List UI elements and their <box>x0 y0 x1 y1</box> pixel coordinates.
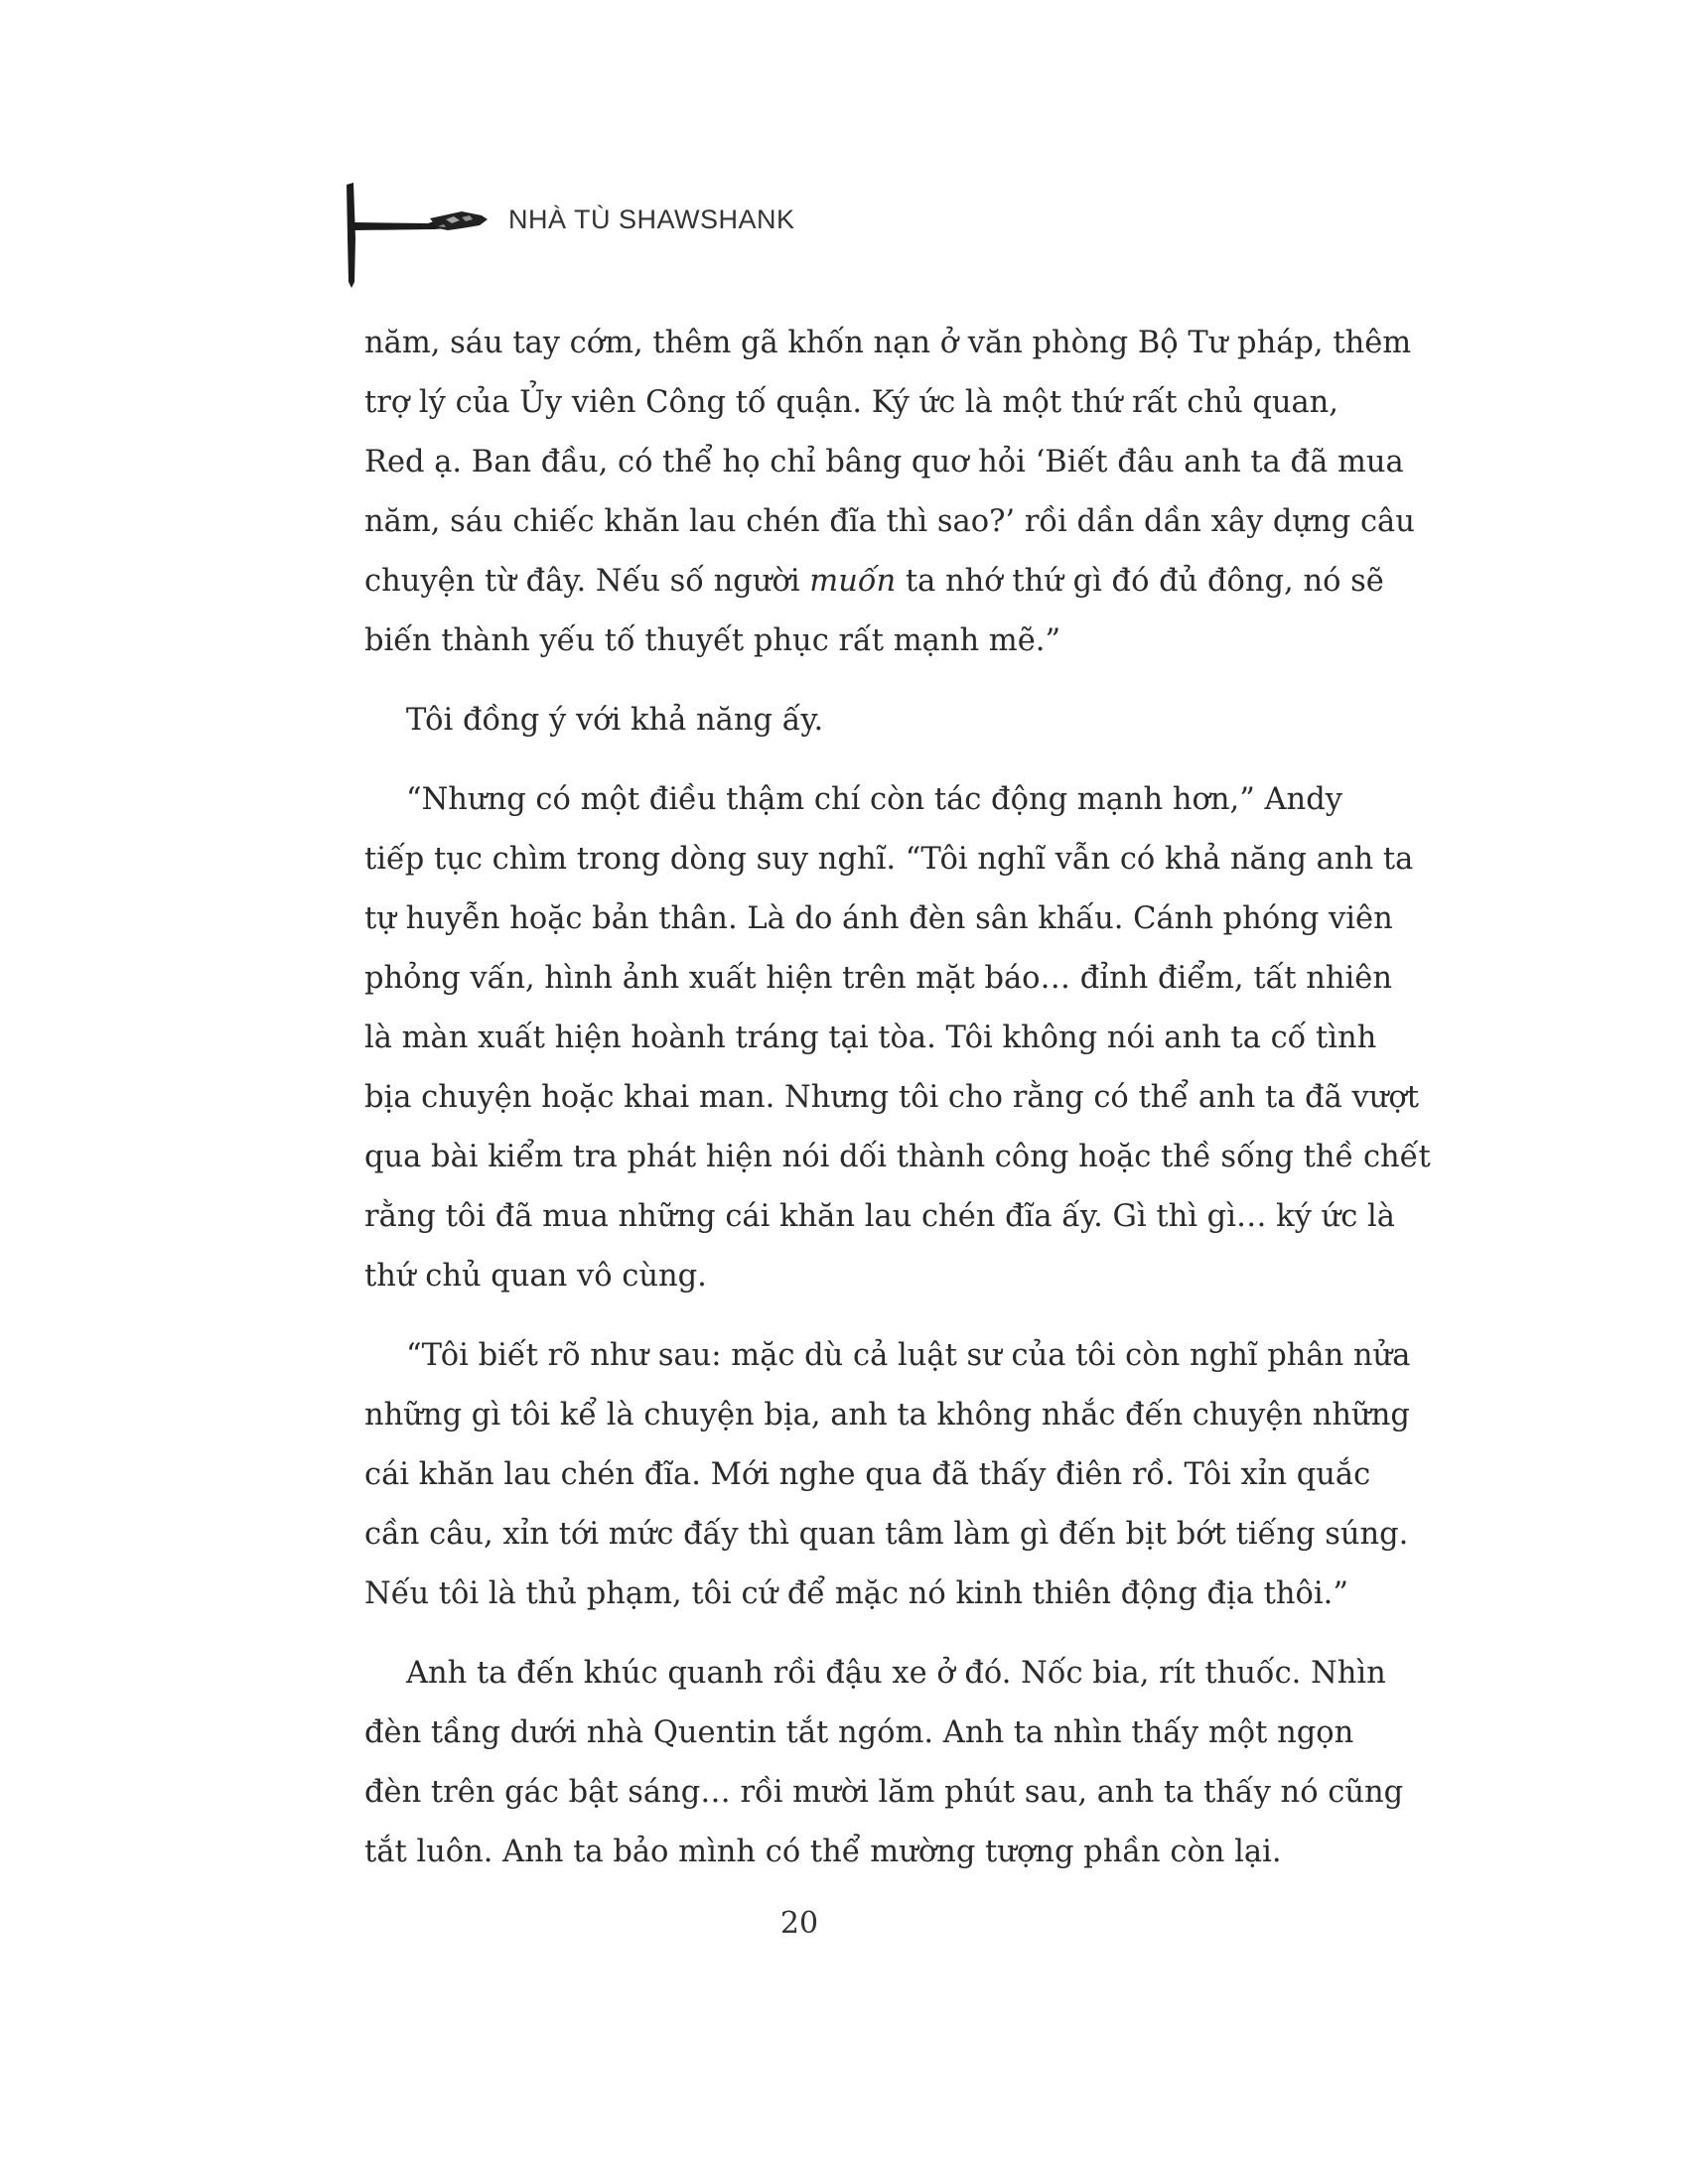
text-run: ta nhớ thứ gì đó đủ đông, nó sẽ <box>896 564 1384 599</box>
text-line: Anh ta đến khúc quanh rồi đậu xe ở đó. Nốc bia, rít thuốc. Nhìn <box>406 1656 1386 1691</box>
text-run: chuyện từ đây. Nếu số người <box>364 564 810 599</box>
paragraph <box>364 770 1431 1306</box>
text-line <box>364 552 1384 612</box>
hammer-logo-icon <box>343 179 492 298</box>
body-text <box>364 314 1431 1902</box>
running-header-title: NHÀ TÙ SHAWSHANK <box>508 205 795 234</box>
running-header <box>343 179 938 298</box>
paragraph <box>364 1326 1411 1624</box>
paragraph <box>364 691 1300 751</box>
paragraph <box>364 314 1415 671</box>
paragraph <box>364 1644 1404 1882</box>
text-line: bịa chuyện hoặc khai man. Nhưng tôi cho rằng có thể anh ta đã vượt <box>364 1080 1420 1115</box>
text-line: Nếu tôi là thủ phạm, tôi cứ để mặc nó kinh thiên động địa thôi.” <box>364 1576 1348 1611</box>
text-line: Tôi đồng ý với khả năng ấy. <box>406 703 824 738</box>
text-line: cái khăn lau chén đĩa. Mới nghe qua đã thấy điên rồ. Tôi xỉn quắc <box>364 1457 1371 1492</box>
text-line: tắt luôn. Anh ta bảo mình có thể mường tượng phần còn lại. <box>364 1835 1282 1869</box>
text-line: đèn tầng dưới nhà Quentin tắt ngóm. Anh ta nhìn thấy một ngọn <box>364 1715 1354 1750</box>
text-line: Red ạ. Ban đầu, có thể họ chỉ bâng quơ hỏi ‘Biết đâu anh ta đã mua <box>364 445 1404 479</box>
text-line: trợ lý của Ủy viên Công tố quận. Ký ức là một thứ rất chủ quan, <box>364 385 1339 420</box>
text-line: phỏng vấn, hình ảnh xuất hiện trên mặt báo… đỉnh điểm, tất nhiên <box>364 961 1392 996</box>
text-line: những gì tôi kể là chuyện bịa, anh ta không nhắc đến chuyện những <box>364 1398 1410 1433</box>
text-line: tiếp tục chìm trong dòng suy nghĩ. “Tôi nghĩ vẫn có khả năng anh ta <box>364 842 1414 877</box>
text-line: cần câu, xỉn tới mức đấy thì quan tâm làm gì đến bịt bớt tiếng súng. <box>364 1517 1409 1552</box>
text-line: năm, sáu chiếc khăn lau chén đĩa thì sao?’ rồi dần dần xây dựng câu <box>364 504 1415 539</box>
text-line: thứ chủ quan vô cùng. <box>364 1259 707 1294</box>
text-line: qua bài kiểm tra phát hiện nói dối thành công hoặc thề sống thề chết <box>364 1140 1431 1174</box>
text-line: là màn xuất hiện hoành tráng tại tòa. Tôi không nói anh ta cố tình <box>364 1021 1377 1055</box>
emphasis-text: muốn <box>809 564 897 599</box>
page-number: 20 <box>779 1906 819 1941</box>
text-line: đèn trên gác bật sáng… rồi mười lăm phút sau, anh ta thấy nó cũng <box>364 1775 1404 1810</box>
text-line: “Tôi biết rõ như sau: mặc dù cả luật sư của tôi còn nghĩ phân nửa <box>406 1338 1411 1373</box>
text-line: năm, sáu tay cớm, thêm gã khốn nạn ở văn phòng Bộ Tư pháp, thêm <box>364 326 1412 360</box>
text-line: rằng tôi đã mua những cái khăn lau chén đĩa ấy. Gì thì gì… ký ức là <box>364 1199 1395 1234</box>
text-line: biến thành yếu tố thuyết phục rất mạnh mẽ.” <box>364 623 1061 658</box>
text-line: “Nhưng có một điều thậm chí còn tác động mạnh hơn,” Andy <box>406 782 1342 817</box>
text-line: tự huyễn hoặc bản thân. Là do ánh đèn sân khấu. Cánh phóng viên <box>364 901 1393 936</box>
